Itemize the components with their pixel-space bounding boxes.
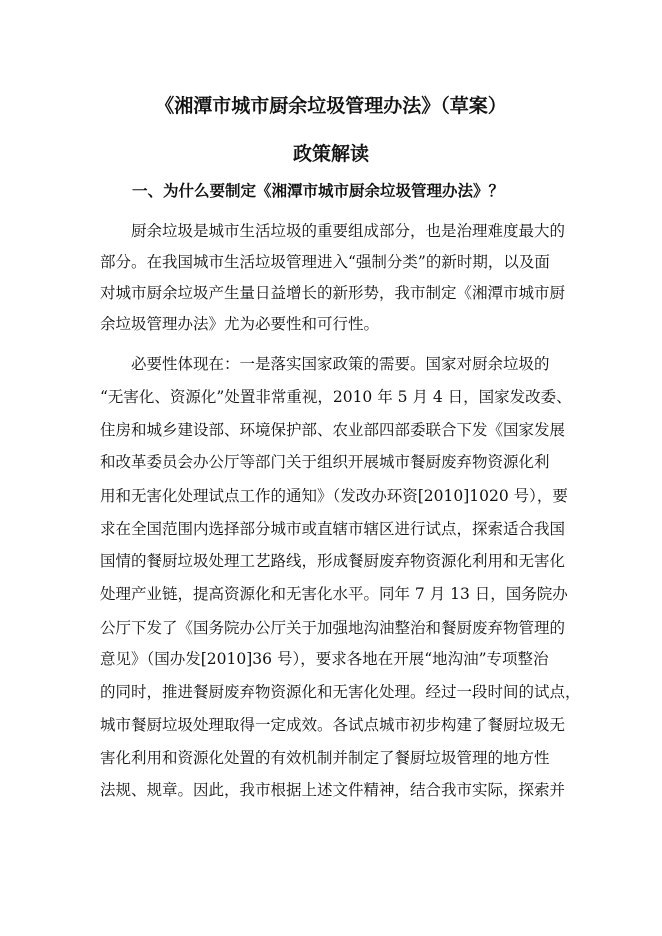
- paragraph-line: 意见》（国办发[2010]36 号），要求各地在开展“地沟油”专项整治: [100, 650, 549, 668]
- paragraph-line: 求在全国范围内选择部分城市或直辖市辖区进行试点，探索适合我国: [100, 520, 566, 538]
- paragraph-line: 的同时，推进餐厨废弃物资源化和无害化处理。经过一段时间的试点，: [100, 683, 581, 701]
- document-title: 《湘潭市城市厨余垃圾管理办法》（草案）: [155, 95, 507, 117]
- paragraph-line: 用和无害化处理试点工作的通知》（发改办环资[2010]1020 号），要: [100, 487, 568, 505]
- paragraph-line: 城市餐厨垃圾处理取得一定成效。各试点城市初步构建了餐厨垃圾无: [100, 716, 566, 734]
- section-heading: 一、为什么要制定《湘潭市城市厨余垃圾管理办法》？: [132, 181, 505, 200]
- paragraph-line: 住房和城乡建设部、环境保护部、农业部四部委联合下发《国家发展: [100, 421, 566, 439]
- paragraph-line: 处理产业链，提高资源化和无害化水平。同年 7 月 13 日，国务院办: [100, 585, 568, 603]
- paragraph-line: 害化利用和资源化处置的有效机制并制定了餐厨垃圾管理的地方性: [100, 749, 550, 767]
- paragraph-line: 公厅下发了《国务院办公厅关于加强地沟油整治和餐厨废弃物管理的: [100, 619, 566, 637]
- paragraph-line: 余垃圾管理办法》尤为必要性和可行性。: [100, 315, 380, 333]
- paragraph-line: 厨余垃圾是城市生活垃圾的重要组成部分，也是治理难度最大的: [131, 222, 566, 240]
- document-subtitle: 政策解读: [292, 143, 369, 165]
- paragraph-line: “无害化、资源化”处置非常重视，2010 年 5 月 4 日，国家发改委、: [100, 388, 572, 406]
- paragraph-line: 必要性体现在：一是落实国家政策的需要。国家对厨余垃圾的: [131, 355, 550, 373]
- paragraph-line: 国情的餐厨垃圾处理工艺路线，形成餐厨废弃物资源化利用和无害化: [100, 552, 566, 570]
- paragraph-line: 法规、规章。因此，我市根据上述文件精神，结合我市实际，探索并: [100, 781, 566, 799]
- paragraph-line: 和改革委员会办公厅等部门关于组织开展城市餐厨废弃物资源化利: [100, 453, 550, 471]
- paragraph-line: 对城市厨余垃圾产生量日益增长的新形势，我市制定《湘潭市城市厨: [100, 284, 566, 302]
- paragraph-line: 部分。在我国城市生活垃圾管理进入“强制分类”的新时期，以及面: [100, 253, 550, 271]
